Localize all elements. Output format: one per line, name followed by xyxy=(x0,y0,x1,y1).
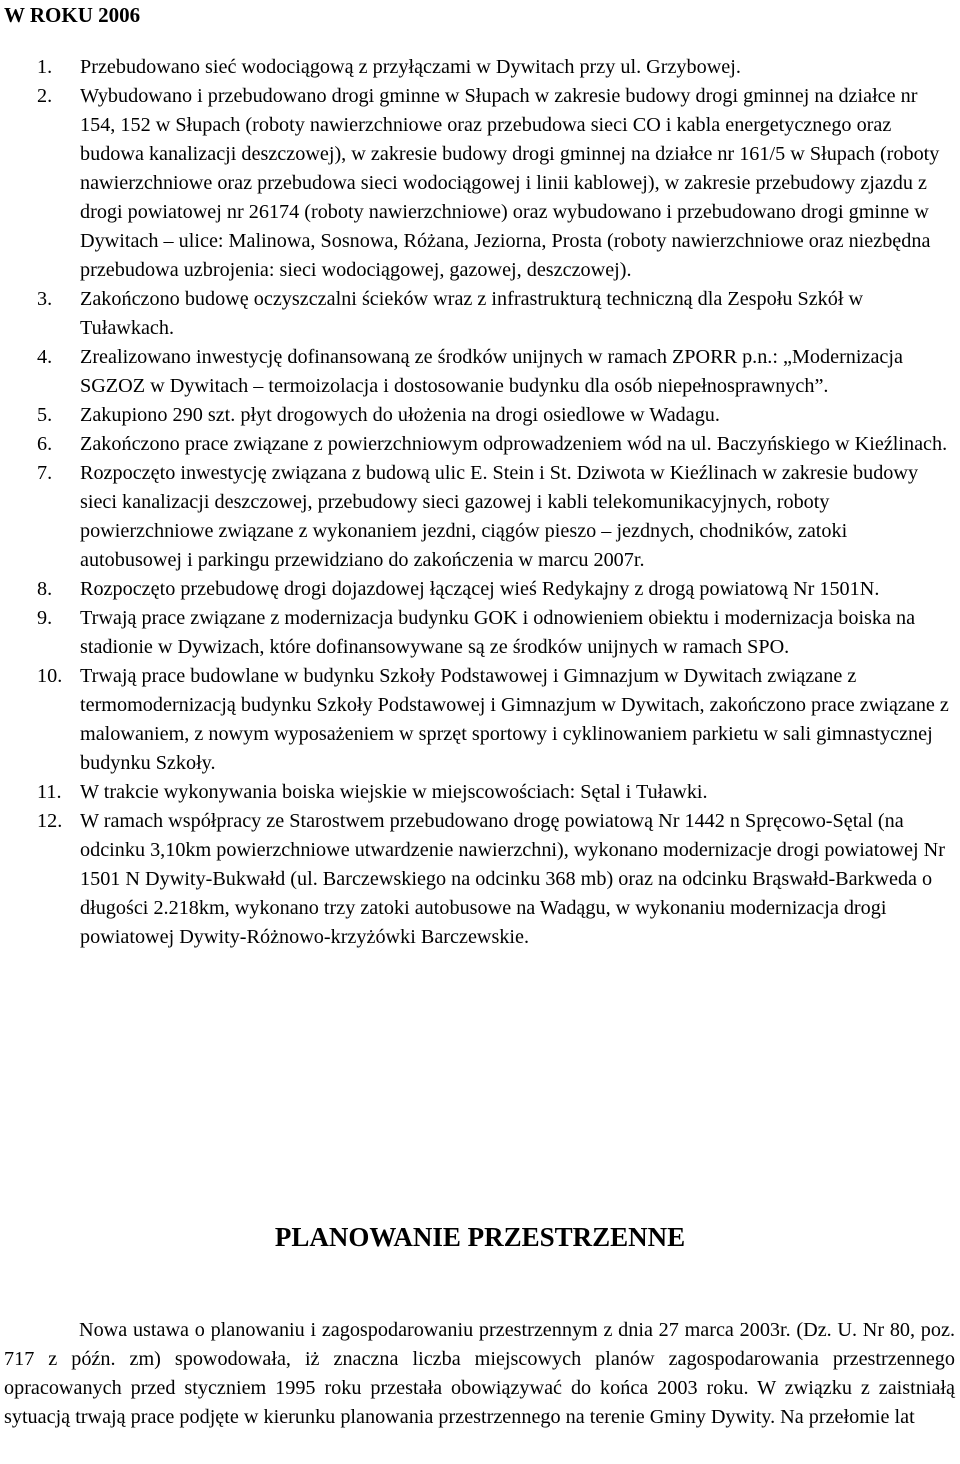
list-item xyxy=(0,401,960,430)
list-item-text: Rozpoczęto inwestycję związana z budową ulic E. Stein i St. Dziwota w Kieźlinach w zakresie budowy sieci kanalizacji deszczowej, przebudowy sieci gazowej i kabli telekomunikacyjnych, roboty powierzchniowe związane z wykonaniem jezdni, ciągów pieszo – jezdnych, chodników, zatoki autobusowej i parkingu przewidziano do zakończenia w marcu 2007r. xyxy=(80,462,919,571)
list-item-text: Zrealizowano inwestycję dofinansowaną ze środków unijnych w ramach ZPORR p.n.: „Modernizacja SGZOZ w Dywitach – termoizolacja i dostosowanie budynku dla osób niepełnosprawnych”. xyxy=(80,346,903,397)
list-item xyxy=(0,285,960,343)
list-item-number: 6. xyxy=(37,433,53,455)
list-item-text: Rozpoczęto przebudowę drogi dojazdowej łączącej wieś Redykajny z drogą powiatową Nr 1501N. xyxy=(80,578,880,600)
list-item xyxy=(0,662,960,778)
list-item-text: Wybudowano i przebudowano drogi gminne w Słupach w zakresie budowy drogi gminnej na działce nr 154, 152 w Słupach (roboty nawierzchniowe oraz przebudowa sieci CO i kabla energetycznego oraz budowa kanalizacji deszczowej), w zakresie budowy drogi gminnej na działce nr 161/5 w Słupach (roboty nawierzchniowe oraz przebudowa sieci wodociągowej i linii kablowej), w zakresie przebudowy zjazdu z drogi powiatowej nr 26174 (roboty nawierzchniowe) oraz wybudowano i przebudowano drogi gminne w Dywitach – ulice: Malinowa, Sosnowa, Różana, Jeziorna, Prosta (roboty nawierzchniowe oraz niezbędna przebudowa uzbrojenia: sieci wodociągowej, gazowej, deszczowej). xyxy=(80,85,940,281)
list-item xyxy=(0,604,960,662)
achievements-list xyxy=(0,53,960,952)
list-item-number: 5. xyxy=(37,404,53,426)
list-item-text: Trwają prace związane z modernizacja budynku GOK i odnowieniem obiektu i modernizacja boiska na stadionie w Dywizach, które dofinansowywane są ze środków unijnych w ramach SPO. xyxy=(80,607,916,658)
list-item xyxy=(0,778,960,807)
list-item xyxy=(0,459,960,575)
list-item-number: 4. xyxy=(37,346,53,368)
list-item-text: Zakończono prace związane z powierzchniowym odprowadzeniem wód na ul. Baczyńskiego w Kieźlinach. xyxy=(80,433,948,455)
list-item-number: 9. xyxy=(37,607,53,629)
list-item xyxy=(0,575,960,604)
list-item-number: 2. xyxy=(37,85,53,107)
list-item-text: Przebudowano sieć wodociągową z przyłączami w Dywitach przy ul. Grzybowej. xyxy=(80,56,741,78)
section-title: PLANOWANIE PRZESTRZENNE xyxy=(274,1222,686,1252)
list-item-number: 10. xyxy=(37,665,63,687)
list-item-number: 12. xyxy=(37,810,63,832)
list-item xyxy=(0,430,960,459)
list-item-number: 7. xyxy=(37,462,53,484)
list-item xyxy=(0,343,960,401)
body-paragraph: Nowa ustawa o planowaniu i zagospodarowaniu przestrzennym z dnia 27 marca 2003r. (Dz. U. Nr 80, poz. 717 z późn. zm) spowodowała, iż znaczna liczba miejscowych planów zagospodarowania przestrzennego opracowanych przed styczniem 1995 roku przestała obowiązywać do końca 2003 roku. W związku z zaistniałą sytuacją trwają prace podjęte w kierunku planowania przestrzennego na terenie Gminy Dywity. Na przełomie lat xyxy=(4,1319,955,1428)
list-item-number: 1. xyxy=(37,56,53,78)
list-item xyxy=(0,807,960,952)
list-item-text: Zakończono budowę oczyszczalni ścieków wraz z infrastrukturą techniczną dla Zespołu Szkół w Tuławkach. xyxy=(80,288,864,339)
list-item-text: W ramach współpracy ze Starostwem przebudowano drogę powiatową Nr 1442 n Spręcowo-Sętal (na odcinku 3,10km powierzchniowe utwardzenie nawierzchni), wykonano modernizacje drogi powiatowej Nr 1501 N Dywity-Bukwałd (ul. Barczewskiego na odcinku 368 mb) oraz na odcinku Brąswałd-Barkweda o długości 2.218km, wykonano trzy zatoki autobusowe na Wadągu, w wykonaniu modernizacja drogi powiatowej Dywity-Różnowo-krzyżówki Barczewskie. xyxy=(80,810,945,948)
list-item-number: 8. xyxy=(37,578,53,600)
list-item-text: Zakupiono 290 szt. płyt drogowych do ułożenia na drogi osiedlowe w Wadagu. xyxy=(80,404,720,426)
list-item-text: Trwają prace budowlane w budynku Szkoły Podstawowej i Gimnazjum w Dywitach związane z termomodernizacją budynku Szkoły Podstawowej i Gimnazjum w Dywitach, zakończono prace związane z malowaniem, z nowym wyposażeniem w sprzęt sportowy i cyklinowaniem parkietu w sali gimnastycznej budynku Szkoły. xyxy=(80,665,949,774)
list-item xyxy=(0,82,960,285)
list-item-number: 3. xyxy=(37,288,53,310)
list-item-text: W trakcie wykonywania boiska wiejskie w miejscowościach: Sętal i Tuławki. xyxy=(80,781,708,803)
list-item-number: 11. xyxy=(37,781,62,803)
list-item xyxy=(0,53,960,82)
year-heading: W ROKU 2006 xyxy=(4,3,141,27)
